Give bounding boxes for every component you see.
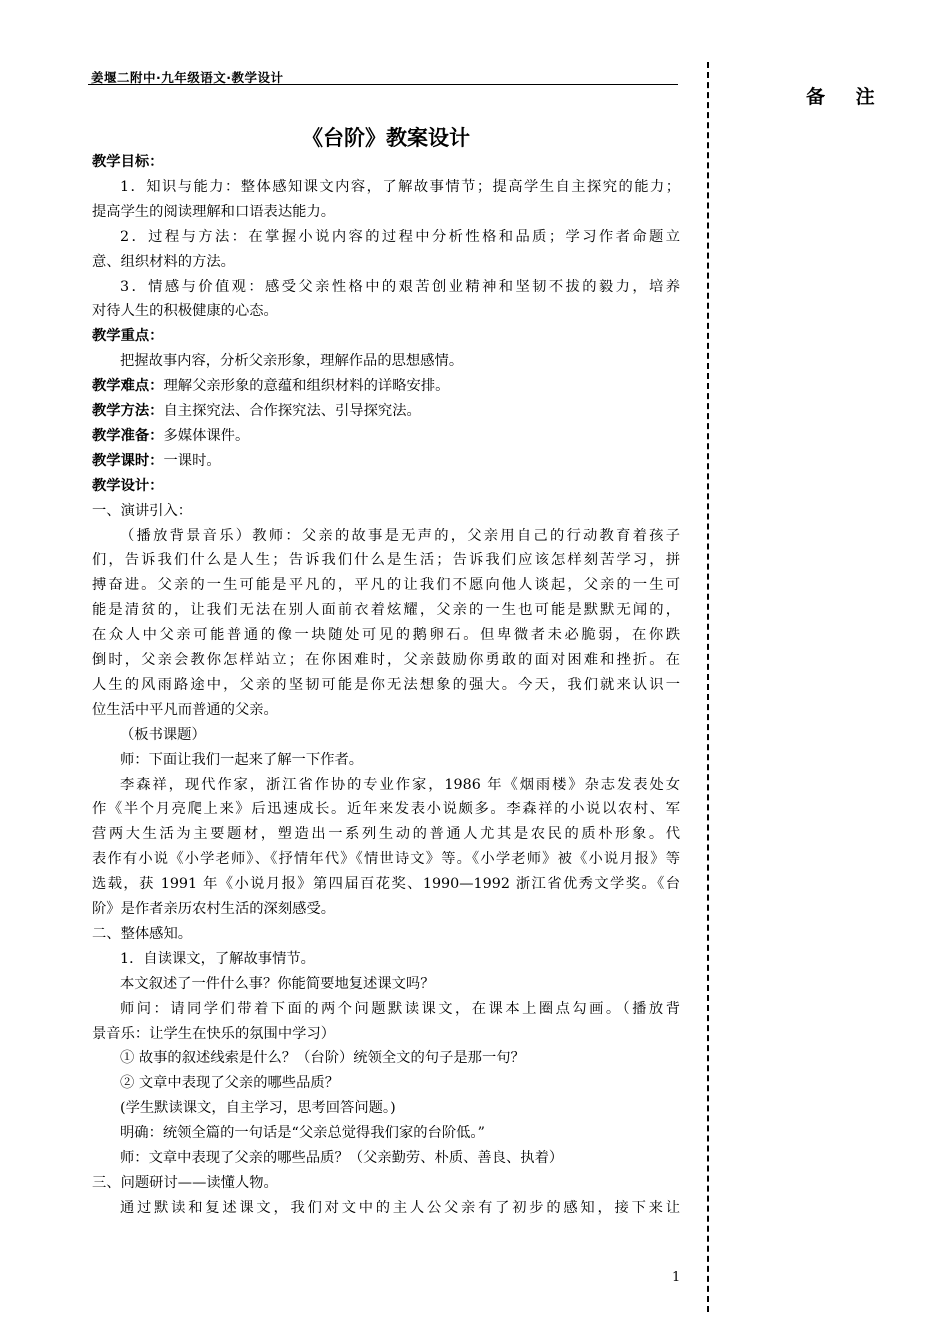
section-text: 理解父亲形象的意蕴和组织材料的详略安排。: [163, 378, 450, 395]
notes-column-label: 备 注: [806, 86, 887, 108]
section-heading: 教学准备：: [92, 427, 164, 444]
text-line: 明确：统领全篇的一句话是“父亲总觉得我们家的台阶低。”: [120, 1125, 485, 1142]
text-line: (学生默读课文，自主学习，思考回答问题。): [120, 1100, 396, 1117]
text-line: 三、问题研讨——读懂人物。: [92, 1174, 278, 1191]
text-line: 作《半个月亮爬上来》后迅速成长。近年来发表小说颇多。李森祥的小说以农村、军: [92, 801, 680, 818]
text-line: 们，告诉我们什么是人生；告诉我们什么是生活；告诉我们应该怎样刻苦学习，拼: [92, 552, 680, 569]
text-line: [92, 426, 680, 446]
text-line: 2．过程与方法：在掌握小说内容的过程中分析性格和品质；学习作者命题立: [120, 228, 680, 245]
text-line: 教学目标：: [92, 154, 164, 170]
text-line: 人生的风雨路途中，父亲的坚韧可能是你无法想象的强大。今天，我们就来认识一: [92, 676, 680, 693]
section-text: 自主探究法、合作探究法、引导探究法。: [163, 403, 421, 419]
text-line: 1．自读课文，了解故事情节。: [120, 950, 315, 967]
text-line: [92, 451, 680, 471]
text-line: 选载，获 1991 年《小说月报》第四届百花奖、1990—1992 浙江省优秀文学奖。《台: [92, 876, 680, 893]
text-line: 通过默读和复述课文，我们对文中的主人公父亲有了初步的感知，接下来让: [120, 1199, 680, 1216]
margin-divider: [707, 62, 709, 1312]
text-line: 营两大生活为主要题材，塑造出一系列生动的普通人尤其是农民的质朴形象。代: [92, 826, 680, 843]
text-line: 二、整体感知。: [92, 925, 193, 942]
text-line: 师问：请同学们带着下面的两个问题默读课文，在课本上圈点勾画。（播放背: [120, 1000, 680, 1017]
text-line: 李森祥，现代作家，浙江省作协的专业作家，1986 年《烟雨楼》杂志发表处女: [120, 776, 680, 793]
text-line: 景音乐：让学生在快乐的氛围中学习）: [92, 1025, 336, 1042]
section-heading: 教学方法：: [92, 403, 164, 419]
text-line: 师：下面让我们一起来了解一下作者。: [120, 751, 364, 768]
section-text: 一课时。: [163, 452, 221, 469]
document-title: 《台阶》教案设计: [302, 126, 470, 150]
text-line: 师：文章中表现了父亲的哪些品质？（父亲勤劳、朴质、善良、执着）: [120, 1150, 564, 1166]
text-line: 位生活中平凡而普通的父亲。: [92, 701, 278, 718]
text-line: 在众人中父亲可能普通的像一块随处可见的鹅卵石。但卑微者未必脆弱，在你跌: [92, 627, 680, 644]
text-line: 3．情感与价值观：感受父亲性格中的艰苦创业精神和坚韧不拔的毅力，培养: [120, 278, 680, 295]
text-line: 一、演讲引入：: [92, 502, 193, 519]
section-heading: 教学难点：: [92, 378, 164, 395]
text-line: 对待人生的积极健康的心态。: [92, 303, 278, 320]
text-line: 倒时，父亲会教你怎样站立；在你困难时，父亲鼓励你勇敢的面对困难和挫折。在: [92, 652, 680, 668]
text-line: 阶》是作者亲历农村生活的深刻感受。: [92, 901, 336, 917]
text-line: 搏奋进。父亲的一生可能是平凡的，平凡的让我们不愿向他人谈起，父亲的一生可: [92, 577, 680, 594]
text-line: 教学设计：: [92, 477, 164, 494]
text-line: 提高学生的阅读理解和口语表达能力。: [92, 203, 336, 220]
text-line: 把握故事内容，分析父亲形象，理解作品的思想感情。: [120, 353, 464, 370]
text-line: ② 文章中表现了父亲的哪些品质？: [120, 1075, 339, 1092]
section-heading: 教学课时：: [92, 452, 164, 469]
text-line: （播放背景音乐）教师：父亲的故事是无声的，父亲用自己的行动教育着孩子: [120, 527, 680, 544]
page-number: 1: [672, 1270, 681, 1285]
text-line: 1．知识与能力：整体感知课文内容，了解故事情节；提高学生自主探究的能力；: [120, 178, 680, 195]
text-line: （板书课题）: [120, 726, 206, 743]
text-line: 表作有小说《小学老师》、《抒情年代》《情世诗文》等。《小学老师》被《小说月报》等: [92, 851, 680, 868]
header-rule: [88, 84, 678, 85]
text-line: [92, 401, 680, 421]
text-line: ① 故事的叙述线索是什么？（台阶）统领全文的句子是那一句？: [120, 1050, 525, 1067]
text-line: 能是清贫的，让我们无法在别人面前衣着炫耀，父亲的一生也可能是默默无闻的，: [92, 602, 680, 619]
text-line: [92, 376, 680, 396]
section-text: 多媒体课件。: [163, 427, 250, 444]
text-line: 本文叙述了一件什么事？你能简要地复述课文吗？: [120, 975, 435, 992]
text-line: 教学重点：: [92, 328, 164, 345]
document-header: 姜堰二附中·九年级语文·教学设计: [91, 70, 284, 85]
text-line: 意、组织材料的方法。: [92, 253, 235, 270]
